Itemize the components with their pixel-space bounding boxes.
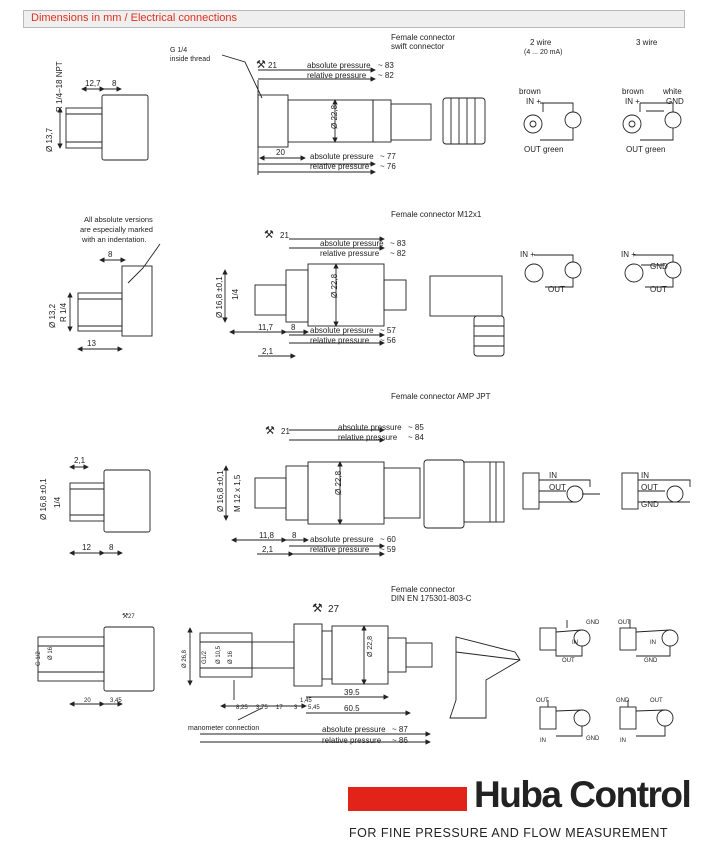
s1-wiring-2wire: [524, 103, 581, 140]
s4-dim-345: 3,45: [110, 698, 122, 704]
s2-dim-dia168: Ø 16,8 ±0,1: [215, 276, 224, 318]
s3-connector: Female connector AMP JPT: [391, 392, 491, 401]
s4-dim-20: 20: [84, 698, 91, 704]
s2-connector: Female connector M12x1: [391, 210, 482, 219]
s2-dim-dia228: Ø 22,8: [330, 273, 339, 298]
s3-dim-14: 1/4: [53, 496, 62, 508]
s4-in-a: IN: [572, 640, 578, 646]
s4-dim-825: 8,25: [236, 705, 248, 711]
s1-brown-2: brown: [622, 87, 644, 96]
s2-dim-8b: 8: [291, 323, 296, 332]
s1-abs2-value: ~ 77: [380, 152, 396, 161]
section2-side-fitting: [70, 244, 160, 349]
s1-dim-dia228: Ø 22,8: [330, 104, 339, 129]
section3-side-fitting: [70, 467, 150, 553]
s4-note: manometer connection: [188, 725, 260, 732]
section1-side-fitting: [60, 89, 148, 160]
s1-note-2: inside thread: [170, 56, 211, 63]
s4-rel-label: relative pressure: [322, 736, 382, 745]
s2-abs2-value: ~ 57: [380, 326, 396, 335]
s3-dim-8: 8: [109, 543, 114, 552]
s1-rel2-label: relative pressure: [310, 162, 370, 171]
s2-rel-value: ~ 82: [390, 249, 406, 258]
s4-gnd-c: GND: [586, 736, 600, 742]
s3-out: OUT: [549, 483, 566, 492]
s4-dim-dia228: Ø 22,8: [367, 635, 374, 657]
wrench-icon: ⚒: [256, 59, 266, 71]
page-title: Dimensions in mm / Electrical connections: [31, 12, 238, 24]
wrench-icon: ⚒: [312, 601, 323, 615]
s2-note-1: All absolute versions: [84, 215, 153, 224]
s1-dim-8: 8: [112, 79, 117, 88]
s4-dim-375: 3,75: [256, 705, 268, 711]
s4-in-b: IN: [650, 640, 656, 646]
s4-dim-17: 17: [276, 705, 283, 711]
wrench-icon: ⚒: [122, 613, 129, 620]
s2-dim-r14: R 1/4: [59, 302, 68, 322]
s3-rel-label: relative pressure: [338, 433, 398, 442]
s4-dim-395: 39.5: [344, 688, 360, 697]
s1-dim-20: 20: [276, 148, 285, 157]
s3-dim-8b: 8: [292, 531, 297, 540]
s2-note-2: are especially marked: [80, 225, 153, 234]
s1-rel2-value: ~ 76: [380, 162, 396, 171]
s4-dim-dia16: Ø 16: [48, 646, 54, 660]
s2-out-2: OUT: [650, 285, 667, 294]
s3-dim-m12: M 12 x 1,5: [233, 474, 242, 512]
s3-dim-21c: 2,1: [262, 545, 274, 554]
s2-dim-117: 11,7: [258, 323, 273, 332]
s2-note-3: with an indentation.: [82, 235, 147, 244]
s4-dim-3: 3: [294, 705, 298, 711]
s4-out-c: OUT: [536, 698, 549, 704]
s2-dim-13: 13: [87, 339, 96, 348]
s1-wiring3-title: 3 wire: [636, 38, 658, 47]
s1-connector-2: swift connector: [391, 42, 445, 51]
section4-side-fitting: [38, 627, 154, 704]
s4-abs-label: absolute pressure: [322, 725, 386, 734]
s4-connector-2: DIN EN 175301-803-C: [391, 594, 472, 603]
s2-rel2-label: relative pressure: [310, 336, 370, 345]
s3-rel-value: ~ 84: [408, 433, 424, 442]
s3-dim-dia168: Ø 16,8 ±0,1: [39, 478, 48, 520]
s2-rel2-value: ~ 56: [380, 336, 396, 345]
brand-logo-bar: [348, 787, 467, 811]
s2-gnd: GND: [650, 262, 668, 271]
s3-in: IN: [549, 471, 557, 480]
s4-dim-145: 1,45: [300, 698, 312, 704]
s4-dim-g12: G 1/2: [36, 651, 42, 666]
s4-abs-value: ~ 87: [392, 725, 408, 734]
s4-in-d: IN: [620, 738, 626, 744]
s2-out: OUT: [548, 285, 565, 294]
s4-gnd-b: GND: [644, 658, 658, 664]
s3-abs2-label: absolute pressure: [310, 535, 374, 544]
s4-wiring: [540, 620, 678, 736]
s4-gnd-a: GND: [586, 620, 600, 626]
s3-dim-12: 12: [82, 543, 91, 552]
s1-brown: brown: [519, 87, 541, 96]
s4-dim-545: 5,45: [308, 705, 320, 711]
s4-out-a: OUT: [562, 658, 575, 664]
s1-dim-21: 21: [268, 61, 277, 70]
s4-in-c: IN: [540, 738, 546, 744]
s1-dim-thread: R 1/4–18 NPT: [55, 61, 64, 112]
s1-abs2-label: absolute pressure: [310, 152, 374, 161]
s4-dim-27b: 27: [328, 604, 340, 615]
s3-out-2: OUT: [641, 483, 658, 492]
s4-dim-g12b: G1/2: [202, 650, 208, 664]
s4-out-d: OUT: [650, 698, 663, 704]
s3-rel2-value: ~ 59: [380, 545, 396, 554]
s1-in-plus: IN +: [526, 97, 541, 106]
s4-dim-dia268: Ø 26,8: [182, 649, 188, 668]
s1-out-green-2: OUT green: [626, 145, 666, 154]
s2-wiring: [525, 255, 681, 287]
s2-in-plus-2: IN +: [621, 250, 636, 259]
s1-white: white: [663, 87, 682, 96]
s1-out-green: OUT green: [524, 145, 564, 154]
s2-abs-label: absolute pressure: [320, 239, 384, 248]
s3-dim-dia228: Ø 22,8: [334, 470, 343, 495]
s1-dim-127: 12,7: [85, 79, 101, 88]
s1-abs-value: ~ 83: [378, 61, 394, 70]
s4-dim-dia16b: Ø 16: [228, 650, 234, 664]
s3-dim-dia168b: Ø 16,8 ±0,1: [216, 470, 225, 512]
s1-rel-value: ~ 82: [378, 71, 394, 80]
s3-in-2: IN: [641, 471, 649, 480]
s2-abs2-label: absolute pressure: [310, 326, 374, 335]
s4-dim-27: 27: [128, 614, 135, 620]
s2-abs-value: ~ 83: [390, 239, 406, 248]
s1-note-1: G 1/4: [170, 47, 188, 54]
s2-dim-8: 8: [108, 250, 113, 259]
s3-abs-label: absolute pressure: [338, 423, 402, 432]
s3-dim-21b: 21: [281, 427, 290, 436]
s4-dim-605: 60.5: [344, 704, 360, 713]
s1-gnd: GND: [666, 97, 684, 106]
s3-gnd: GND: [641, 500, 659, 509]
wrench-icon: ⚒: [265, 425, 275, 437]
s4-rel-value: ~ 86: [392, 736, 408, 745]
s1-wiring2-range: (4 ... 20 mA): [524, 49, 563, 56]
s3-dim-21: 2,1: [74, 456, 86, 465]
s2-in-plus: IN +: [520, 250, 535, 259]
s1-rel-label: relative pressure: [307, 71, 367, 80]
s1-abs-label: absolute pressure: [307, 61, 371, 70]
s2-dim-dia132: Ø 13,2: [48, 303, 57, 328]
s4-out-b: OUT: [618, 620, 631, 626]
s3-abs-value: ~ 85: [408, 423, 424, 432]
s2-dim-14: 1/4: [231, 288, 240, 300]
s2-dim-21b: 2,1: [262, 347, 274, 356]
s1-dim-dia137: Ø 13,7: [45, 127, 54, 152]
s1-wiring-3wire: [623, 103, 681, 140]
s1-connector-1: Female connector: [391, 33, 456, 42]
s3-dim-118: 11,8: [259, 531, 274, 540]
s2-rel-label: relative pressure: [320, 249, 380, 258]
s3-rel2-label: relative pressure: [310, 545, 370, 554]
s4-gnd-d: GND: [616, 698, 630, 704]
s1-wiring2-title: 2 wire: [530, 38, 552, 47]
s4-dim-dia105: Ø 10,5: [216, 645, 222, 664]
s2-dim-21: 21: [280, 231, 289, 240]
brand-tagline: FOR FINE PRESSURE AND FLOW MEASUREMENT: [349, 826, 669, 840]
s1-in-plus-2: IN +: [625, 97, 640, 106]
wrench-icon: ⚒: [264, 229, 274, 241]
s4-connector-1: Female connector: [391, 585, 456, 594]
brand-name: Huba Control: [474, 774, 691, 815]
s3-abs2-value: ~ 60: [380, 535, 396, 544]
